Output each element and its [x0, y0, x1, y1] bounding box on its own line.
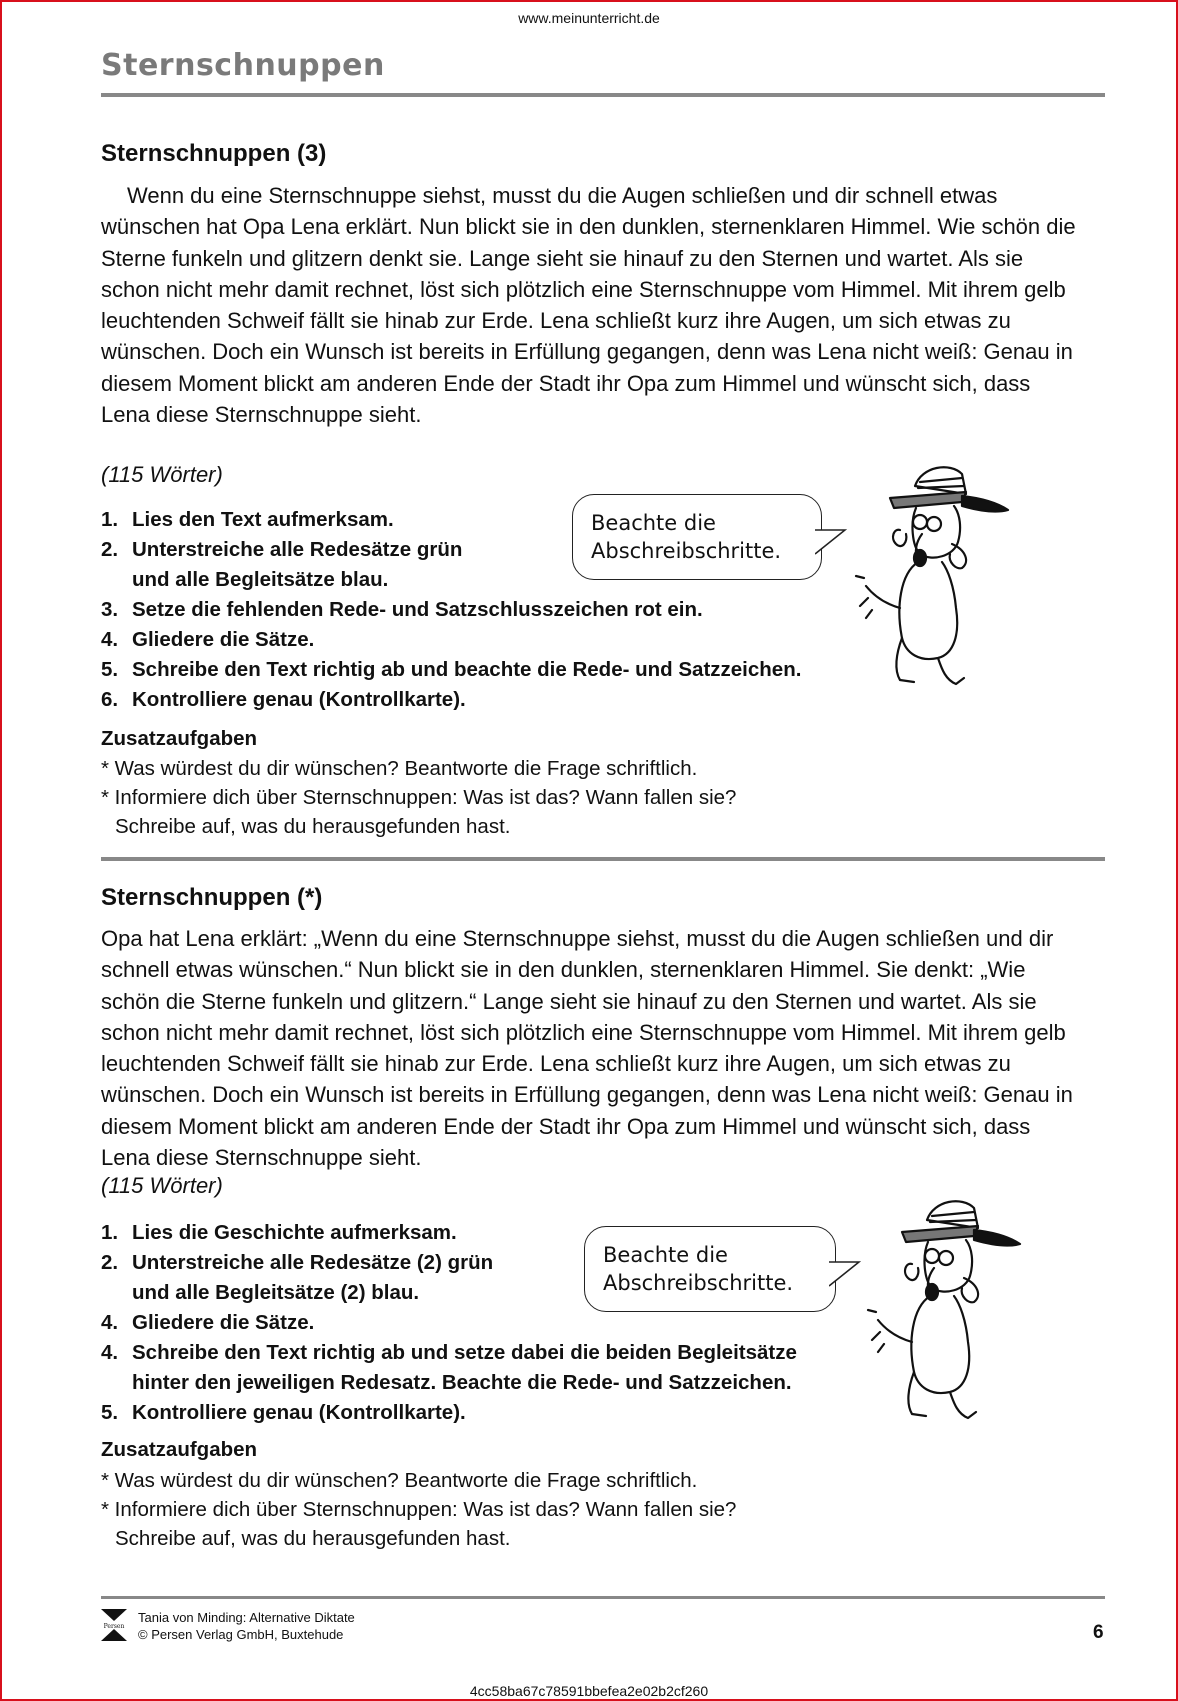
section2-heading: Sternschnuppen (*)	[101, 884, 323, 911]
speech-bubble: Beachte die Abschreibschritte.	[584, 1226, 836, 1312]
svg-text:Persen: Persen	[103, 1623, 125, 1630]
section1-heading: Sternschnuppen (3)	[101, 140, 327, 167]
task-item: 4. Gliedere die Sätze.	[101, 628, 315, 651]
extra-task-item: * Was würdest du dir wünschen? Beantworte die Frage schriftlich.	[101, 757, 698, 780]
extra-task-item: * Informiere dich über Sternschnuppen: Was ist das? Wann fallen sie?	[101, 786, 737, 809]
task-item: 2. Unterstreiche alle Redesätze (2) grün	[101, 1251, 494, 1274]
persen-logo	[101, 1609, 127, 1641]
speech-bubble-tail	[829, 1260, 861, 1290]
task-item: 1. Lies den Text aufmerksam.	[101, 508, 394, 531]
task-item: 5. Kontrolliere genau (Kontrollkarte).	[101, 1401, 466, 1424]
page-title: Sternschnuppen	[101, 48, 385, 83]
section2-extra-tasks	[101, 1466, 1001, 1553]
task-item: 1. Lies die Geschichte aufmerksam.	[101, 1221, 457, 1244]
task-item: 2. Unterstreiche alle Redesätze grün	[101, 538, 463, 561]
speech-bubble: Beachte die Abschreibschritte.	[572, 494, 822, 580]
document-hash: 4cc58ba67c78591bbefea2e02b2cf260	[469, 1683, 709, 1699]
task-item: 4. Schreibe den Text richtig ab und setze dabei die beiden Begleitsätze	[101, 1341, 797, 1364]
section-divider	[101, 857, 1105, 861]
task-item: 4. Gliedere die Sätze.	[101, 1311, 315, 1334]
section2-word-count: (115 Wörter)	[101, 1173, 223, 1198]
dog-illustration	[850, 458, 1010, 693]
section1-word-count: (115 Wörter)	[101, 462, 223, 487]
task-item: 3. Setze die fehlenden Rede- und Satzschlusszeichen rot ein.	[101, 598, 703, 621]
footer-rule	[101, 1596, 1105, 1599]
task-item: hinter den jeweiligen Redesatz. Beachte die Rede- und Satzzeichen.	[132, 1371, 792, 1394]
section2-paragraph: Opa hat Lena erklärt: „Wenn du eine Sternschnuppe siehst, musst du die Augen schließen und dir schnell etwas wünschen.“ Nun blickt sie in den dunklen, sternenklaren Himmel. Sie denkt: „Wie schön die Sterne funkeln und glitzern.“ Lange sieht sie hinauf zu den Sternen und wartet. Als sie schon nicht mehr damit rechnet, löst sich plötzlich eine Sternschnuppe vom Himmel. Mit ihrem gelb leuchtenden Schweif fällt sie hinab zur Erde. Lena schließt kurz ihre Augen, um sich etwas zu wünschen. Doch ein Wunsch ist bereits in Erfüllung gegangen, denn was Lena nicht weiß: Genau in diesem Moment blickt am anderen Ende der Stadt ihr Opa zum Himmel und wünscht sich, dass Lena diese Sternschnuppe sieht.	[101, 926, 1073, 1171]
section1-extra-tasks	[101, 754, 1001, 841]
extra-task-item: * Informiere dich über Sternschnuppen: Was ist das? Wann fallen sie?	[101, 1498, 737, 1521]
extra-task-item: * Was würdest du dir wünschen? Beantworte die Frage schriftlich.	[101, 1469, 698, 1492]
task-item: und alle Begleitsätze blau.	[132, 568, 389, 591]
section1-paragraph: Wenn du eine Sternschnuppe siehst, musst du die Augen schließen und dir schnell etwas wünschen hat Opa Lena erklärt. Nun blickt sie in den dunklen, sternenklaren Himmel. Wie schön die Sterne funkeln und glitzern denkt sie. Lange sieht sie hinauf zu den Sternen und wartet. Als sie schon nicht mehr damit rechnet, löst sich plötzlich eine Sternschnuppe vom Himmel. Mit ihrem gelb leuchtenden Schweif fällt sie hinab zur Erde. Lena schließt kurz ihre Augen, um sich etwas zu wünschen. Doch ein Wunsch ist bereits in Erfüllung gegangen, denn was Lena nicht weiß: Genau in diesem Moment blickt am anderen Ende der Stadt ihr Opa zum Himmel und wünscht sich, dass Lena diese Sternschnuppe sieht.	[101, 183, 1076, 428]
site-url: www.meinunterricht.de	[518, 10, 660, 26]
task-item: und alle Begleitsätze (2) blau.	[132, 1281, 420, 1304]
task-item: 5. Schreibe den Text richtig ab und beachte die Rede- und Satzzeichen.	[101, 658, 802, 681]
speech-bubble-tail	[815, 528, 847, 558]
section2-extra-heading: Zusatzaufgaben	[101, 1438, 258, 1461]
extra-task-item: Schreibe auf, was du herausgefunden hast.	[115, 815, 511, 838]
extra-task-item: Schreibe auf, was du herausgefunden hast.	[115, 1527, 511, 1550]
task-item: 6. Kontrolliere genau (Kontrollkarte).	[101, 688, 466, 711]
dog-illustration	[862, 1192, 1022, 1427]
footer-credits: Tania von Minding: Alternative Diktate © Persen Verlag GmbH, Buxtehude	[138, 1610, 355, 1642]
section1-extra-heading: Zusatzaufgaben	[101, 727, 258, 750]
page-number: 6	[1093, 1622, 1104, 1643]
header-rule	[101, 93, 1105, 97]
